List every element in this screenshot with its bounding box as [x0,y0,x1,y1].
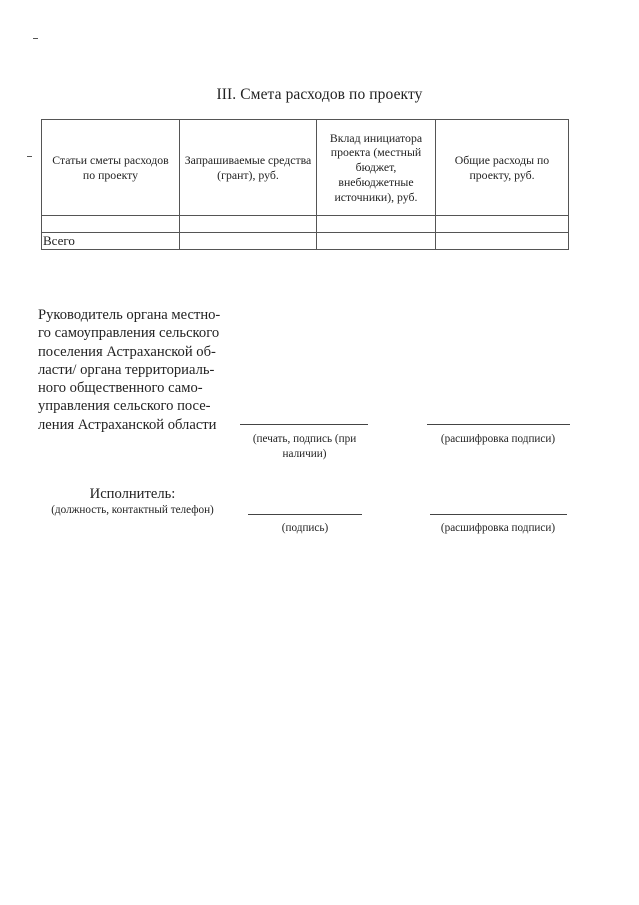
executor-name-caption: (расшифровка подписи) [440,522,556,534]
table-cell [317,216,436,233]
table-cell [180,216,317,233]
table-cell [317,233,436,250]
head-signature-line[interactable] [240,424,368,425]
table-header-row [42,120,569,216]
head-label-line: го самоуправления сельского [38,325,220,342]
table-cell [42,216,180,233]
budget-table [41,119,569,250]
table-row [42,216,569,233]
executor-hint: (должность, контактный телефон) [51,504,214,516]
head-official-label [38,306,238,434]
caption-line: наличии) [282,448,327,460]
head-label-line: ления Астраханской области [38,416,217,433]
scan-mark [33,38,38,39]
executor-signature-line[interactable] [248,514,362,515]
column-header-requested: Запрашиваемые средства (грант), руб. [180,120,317,216]
column-header-total: Общие расходы по проекту, руб. [436,120,569,216]
section-title: III. Смета расходов по проекту [216,86,423,103]
table-total-row [42,233,569,250]
table-cell [436,233,569,250]
head-name-line[interactable] [427,424,570,425]
table-cell [436,216,569,233]
head-label-line: ного общественного само- [38,380,203,397]
column-header-items: Статьи сметы расходов по проекту [42,120,180,216]
column-header-contribution: Вклад инициатора проекта (местный бюджет, внебюджетные источники), руб. [317,120,436,216]
head-name-caption: (расшифровка подписи) [440,433,556,445]
head-label-line: поселения Астраханской об- [38,343,216,360]
head-label-line: управления сельского посе- [38,398,211,415]
executor-signature-caption: (подпись) [281,522,329,534]
scan-mark [27,156,32,157]
executor-label [40,486,225,516]
table-cell [180,233,317,250]
head-signature-caption [232,432,377,462]
executor-title: Исполнитель: [89,486,176,502]
head-label-line: Руководитель органа местно- [38,307,221,323]
caption-line: (печать, подпись (при [252,433,357,445]
executor-name-line[interactable] [430,514,567,515]
head-label-line: ласти/ органа территориаль- [38,361,215,378]
total-label: Всего [42,233,180,250]
